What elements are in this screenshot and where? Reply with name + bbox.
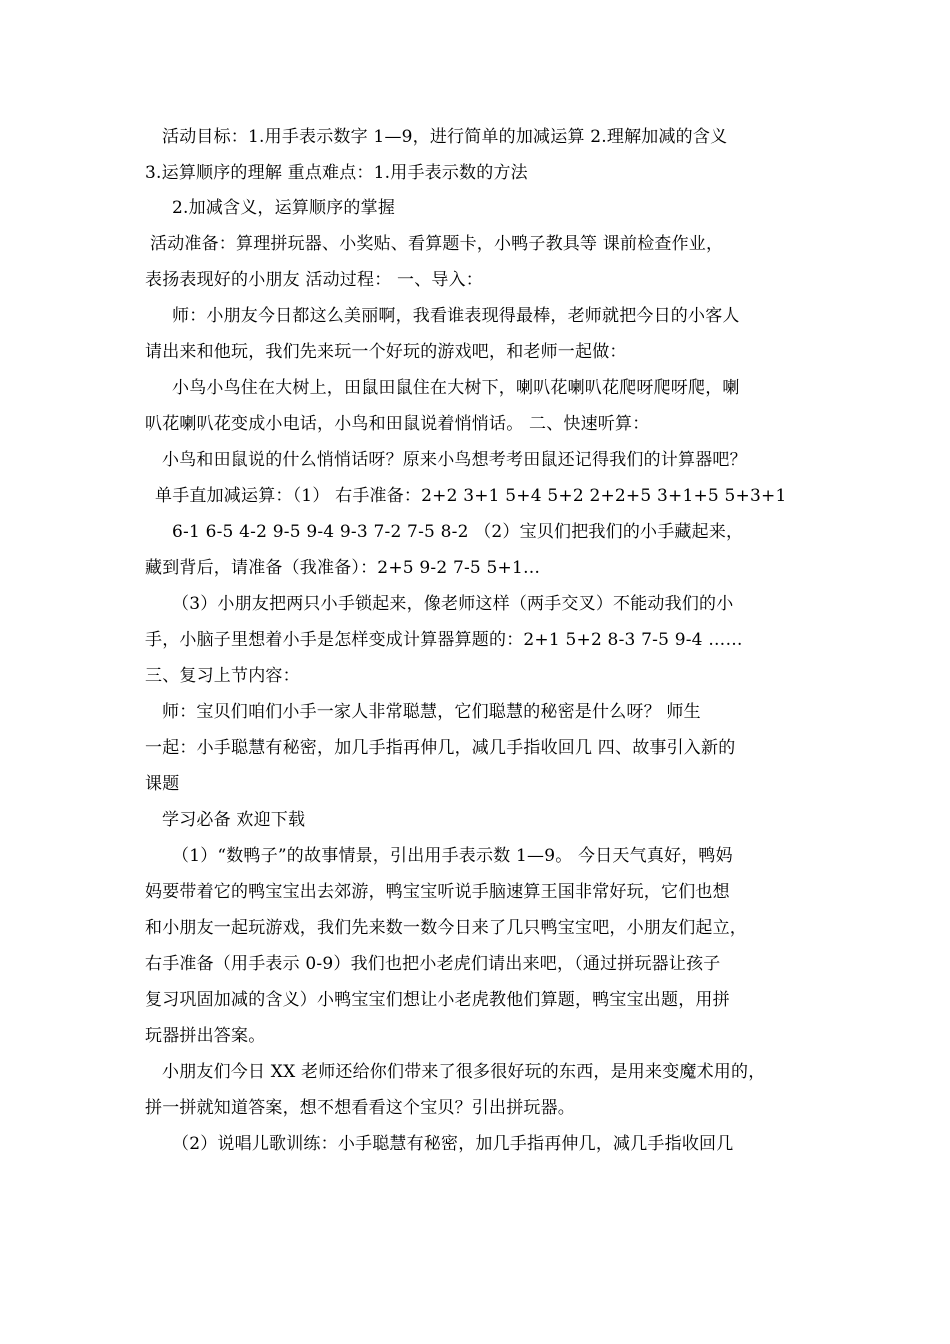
text-line-12: 6-1 6-5 4-2 9-5 9-4 9-3 7-2 7-5 8-2 （2）宝贝们把我们的小手藏起来， [172,522,744,542]
text-line-7: 请出来和他玩，我们先来玩一个好玩的游戏吧，和老师一起做： [145,342,627,362]
text-line-21: （1）“数鸭子”的故事情景，引出用手表示数 1—9。 今日天气真好，鸭妈 [172,846,733,866]
text-line-18: 一起：小手聪慧有秘密，加几手指再伸几，减几手指收回几 四、故事引入新的 [145,738,736,758]
text-line-10: 小鸟和田鼠说的什么悄悄话呀？原来小鸟想考考田鼠还记得我们的计算器吧？ [162,450,747,470]
text-line-4: 活动准备：算理拼玩器、小奖贴、看算题卡，小鸭子教具等 课前检查作业， [150,234,724,254]
text-line-5: 表扬表现好的小朋友 活动过程： 一、导入： [145,270,484,290]
text-line-1: 活动目标：1.用手表示数字 1—9，进行简单的加减运算 2.理解加减的含义 [162,127,728,147]
text-line-11: 单手直加减运算：（1） 右手准备：2+2 3+1 5+4 5+2 2+2+5 3+1+5 5+3+1 [155,486,787,506]
text-line-8: 小鸟小鸟住在大树上，田鼠田鼠住在大树下，喇叭花喇叭花爬呀爬呀爬，喇 [172,378,740,398]
text-line-16: 三、复习上节内容： [145,666,300,686]
text-line-15: 手，小脑子里想着小手是怎样变成计算器算题的：2+1 5+2 8-3 7-5 9-4 …… [145,630,743,650]
text-line-9: 叭花喇叭花变成小电话，小鸟和田鼠说着悄悄话。 二、快速听算： [145,414,650,434]
text-line-29: （2）说唱儿歌训练：小手聪慧有秘密，加几手指再伸几，减几手指收回几 [172,1134,734,1154]
text-line-23: 和小朋友一起玩游戏，我们先来数一数今日来了几只鸭宝宝吧，小朋友们起立， [145,918,747,938]
text-line-25: 复习巩固加减的含义）小鸭宝宝们想让小老虎教他们算题，鸭宝宝出题，用拼 [145,990,730,1010]
text-line-13: 藏到背后，请准备（我准备）：2+5 9-2 7-5 5+1… [145,558,541,578]
text-line-2: 3.运算顺序的理解 重点难点：1.用手表示数的方法 [145,163,528,183]
text-line-14: （3）小朋友把两只小手锁起来，像老师这样（两手交叉）不能动我们的小 [172,594,734,614]
text-line-27: 小朋友们今日 XX 老师还给你们带来了很多很好玩的东西，是用来变魔术用的， [162,1062,766,1082]
text-line-24: 右手准备（用手表示 0-9）我们也把小老虎们请出来吧，（通过拼玩器让孩子 [145,954,721,974]
text-line-22: 妈要带着它的鸭宝宝出去郊游，鸭宝宝听说手脑速算王国非常好玩，它们也想 [145,882,730,902]
text-line-19: 课题 [145,774,180,794]
text-line-6: 师：小朋友今日都这么美丽啊，我看谁表现得最棒，老师就把今日的小客人 [172,306,740,326]
text-line-28: 拼一拼就知道答案，想不想看看这个宝贝？引出拼玩器。 [145,1098,575,1118]
text-line-17: 师：宝贝们咱们小手一家人非常聪慧，它们聪慧的秘密是什么呀？ 师生 [162,702,701,722]
text-line-26: 玩器拼出答案。 [145,1026,266,1046]
text-line-20: 学习必备 欢迎下载 [162,810,306,830]
text-line-3: 2.加减含义，运算顺序的掌握 [172,198,396,218]
